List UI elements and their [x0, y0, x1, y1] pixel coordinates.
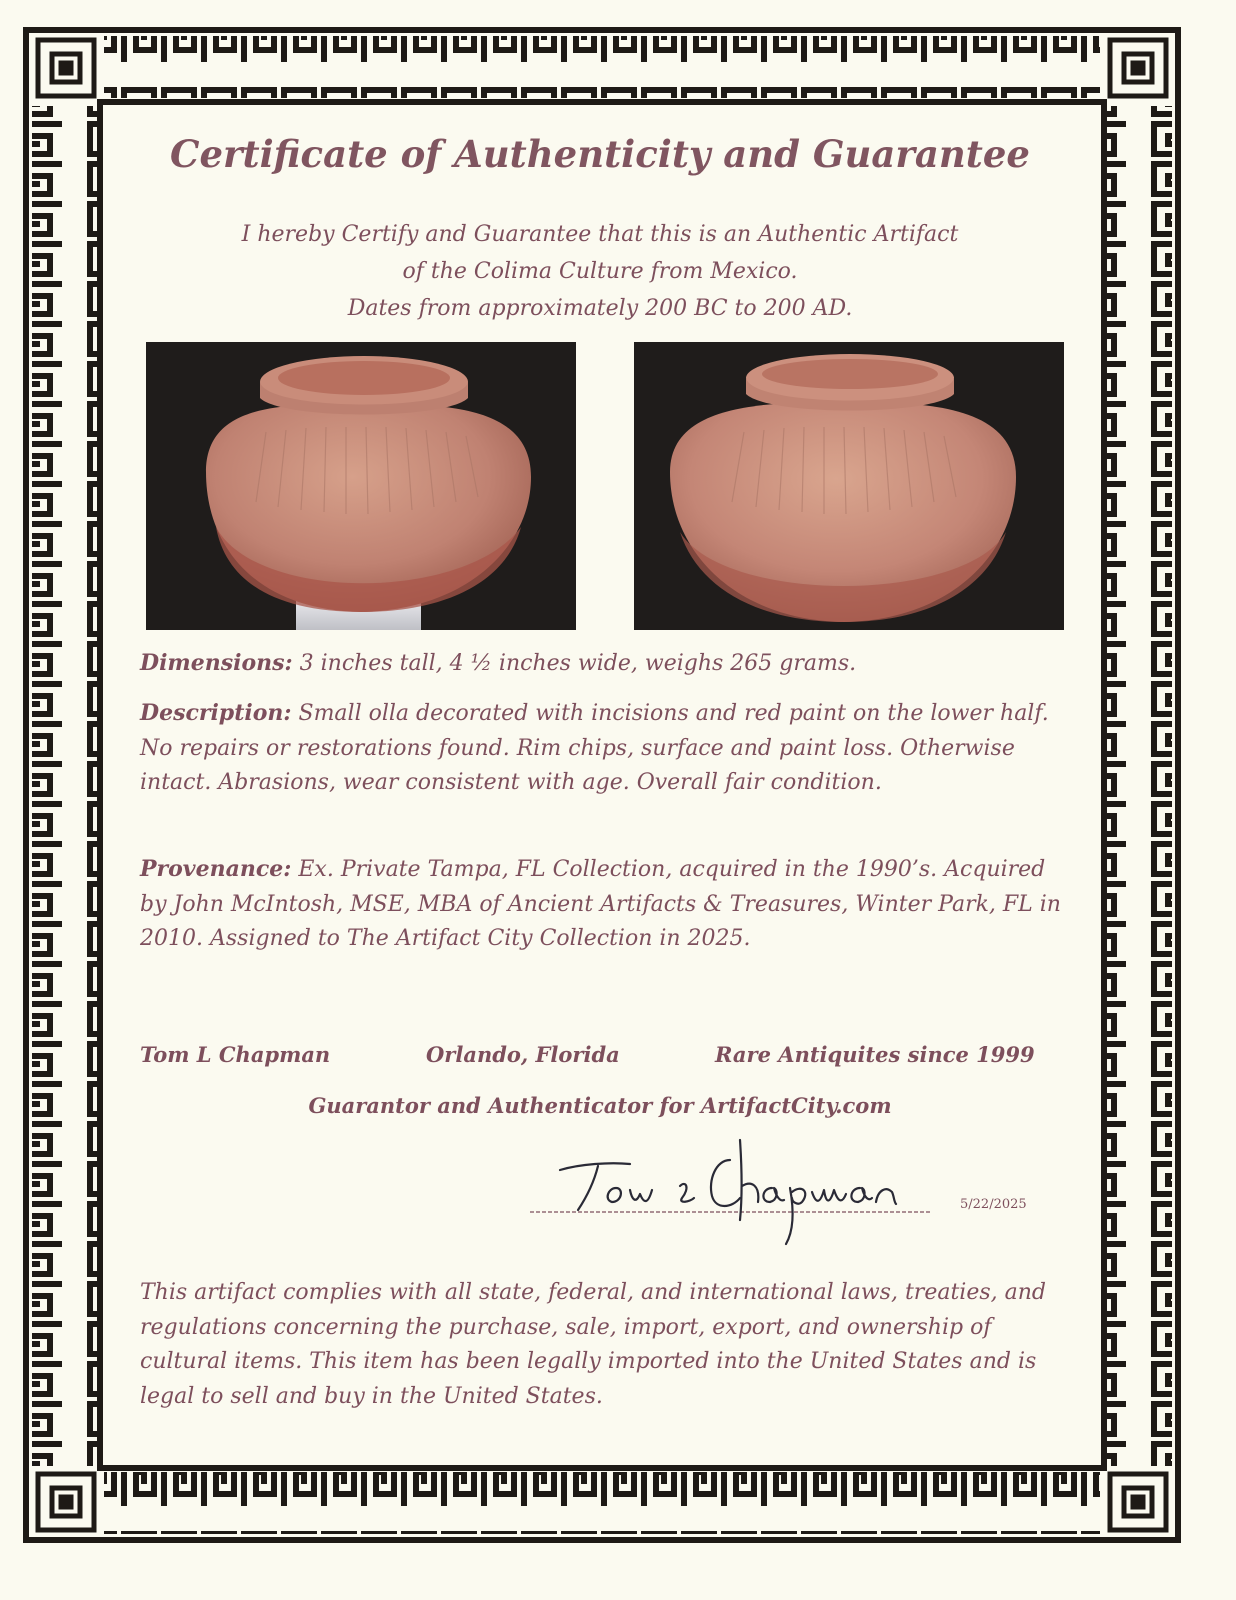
guarantor-line: Guarantor and Authenticator for ArtifactCity.com — [308, 1093, 892, 1118]
description-label: Description: — [140, 700, 292, 726]
certificate-title: Certificate of Authenticity and Guarantee — [170, 132, 1030, 176]
legal-compliance-statement: This artifact complies with all state, federal, and international laws, treaties, and regulations concerning the purchase, sale, import, export, and ownership of cultural items. This item has been legally imported into the United States and is legal to sell and buy in the United States. — [140, 1280, 1046, 1409]
signer-business-since: Rare Antiquites since 1999 — [715, 1042, 1035, 1067]
provenance-label: Provenance: — [140, 856, 292, 882]
dimensions-label: Dimensions: — [140, 650, 293, 676]
intro-line-2: of the Colima Culture from Mexico. — [402, 259, 798, 284]
description-text: Small olla decorated with incisions and red paint on the lower half. No repairs or restorations found. Rim chips, surface and paint loss. Otherwise intact. Abrasions, wear consistent with age. Overall fair condition. — [140, 701, 1049, 795]
provenance-section — [140, 852, 1075, 957]
signer-location: Orlando, Florida — [426, 1042, 620, 1067]
intro-line-3: Dates from approximately 200 BC to 200 AD. — [347, 296, 853, 321]
signer-name: Tom L Chapman — [140, 1042, 331, 1067]
signature-date: 5/22/2025 — [960, 1197, 1027, 1212]
dimensions-text: 3 inches tall, 4 ½ inches wide, weighs 265 grams. — [299, 651, 857, 676]
handwritten-signature — [520, 1130, 940, 1250]
description-section — [140, 696, 1075, 801]
dimensions-section — [140, 646, 1075, 682]
artifact-photo-left — [146, 342, 576, 630]
artifact-photo-right — [634, 342, 1064, 630]
intro-line-1: I hereby Certify and Guarantee that this is an Authentic Artifact — [241, 222, 959, 247]
certification-statement — [100, 216, 1100, 327]
certificate-content — [100, 100, 1100, 1480]
provenance-text: Ex. Private Tampa, FL Collection, acquired in the 1990’s. Acquired by John McIntosh, MSE, MBA of Ancient Artifacts & Treasures, Winter Park, FL in 2010. Assigned to The Artifact City Collection in 2025. — [140, 857, 1061, 951]
